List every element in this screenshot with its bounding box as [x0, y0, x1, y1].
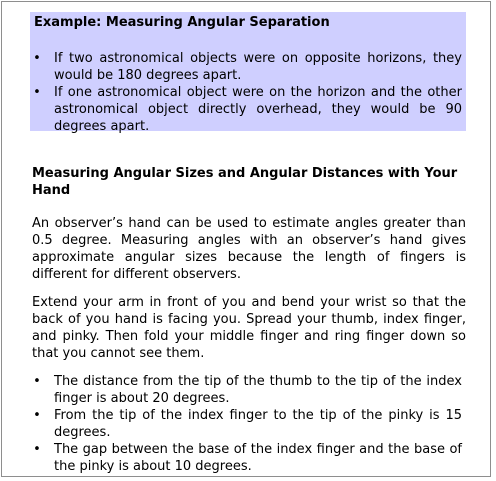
- bullet-icon: •: [33, 85, 41, 100]
- list-item: [30, 441, 466, 475]
- body-paragraph: Extend your arm in front of you and bend your wrist so that the back of you hand is facing you. Spread your thumb, index finger, and pinky. Then fold your middle finger and ring finger down so that you cannot see them.: [32, 295, 466, 361]
- bullet-icon: •: [33, 442, 41, 457]
- example-title: Example: Measuring Angular Separation: [34, 15, 330, 30]
- section-heading: Measuring Angular Sizes and Angular Distances with Your Hand: [32, 166, 458, 198]
- list-item: [30, 373, 466, 407]
- bullet-icon: •: [33, 374, 41, 389]
- document-page: [1, 1, 491, 477]
- example-list-item: [30, 50, 466, 84]
- hand-measure-list: [30, 373, 466, 475]
- bullet-icon: •: [33, 408, 41, 423]
- list-item-text: From the tip of the index finger to the tip of the pinky is 15 degrees.: [54, 408, 462, 440]
- example-bullet-list: [30, 50, 466, 135]
- example-list-item: [30, 84, 466, 135]
- bullet-icon: •: [33, 51, 41, 66]
- list-item-text: The distance from the tip of the thumb to the tip of the index finger is about 20 degrees.: [54, 374, 462, 406]
- example-callout: [30, 12, 466, 134]
- example-item-text: If two astronomical objects were on opposite horizons, they would be 180 degrees apart.: [54, 51, 462, 83]
- list-item: [30, 407, 466, 441]
- example-item-text: If one astronomical object were on the horizon and the other astronomical object directly overhead, they would be 90 degrees apart.: [54, 85, 462, 134]
- list-item-text: The gap between the base of the index finger and the base of the pinky is about 10 degrees.: [54, 442, 462, 474]
- body-paragraph: An observer’s hand can be used to estimate angles greater than 0.5 degree. Measuring angles with an observer’s hand gives approximate angular sizes because the length of fingers is different for different observers.: [32, 216, 466, 282]
